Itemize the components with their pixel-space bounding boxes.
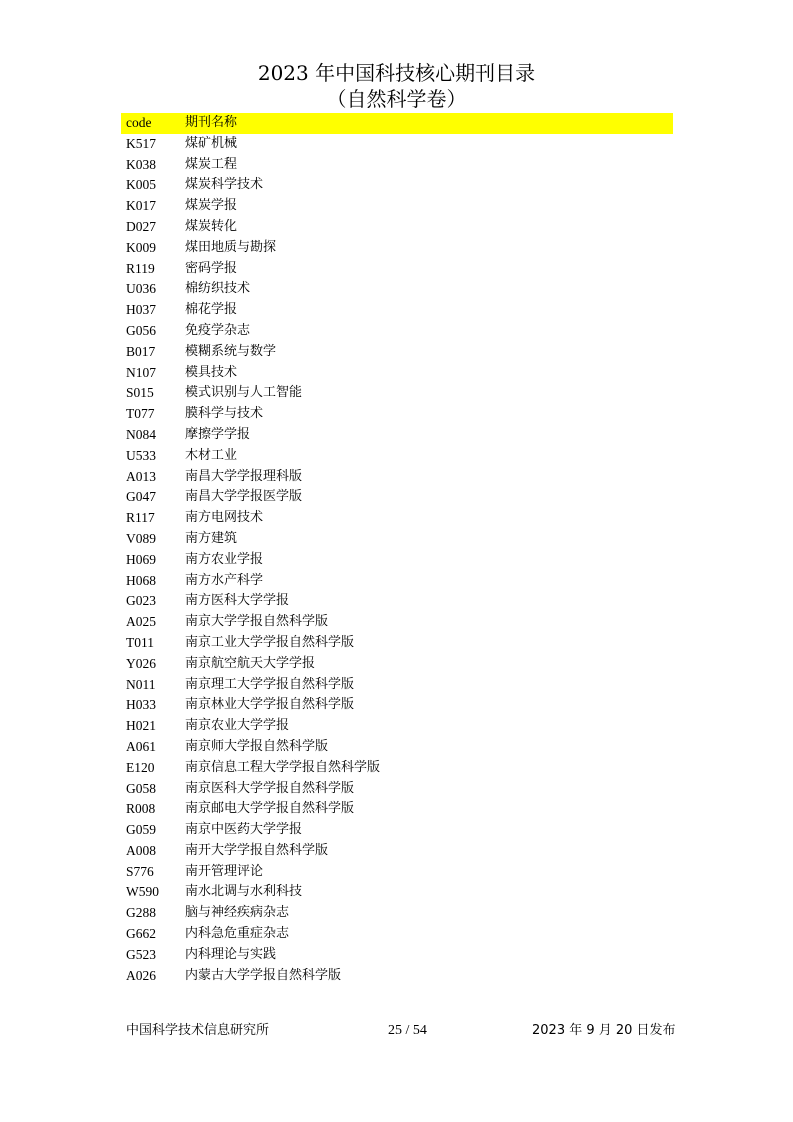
journal-name: 南京大学学报自然科学版 [185,614,329,630]
journal-code: H037 [126,302,156,318]
journal-name: 内科理论与实践 [185,946,277,962]
page-subtitle: （自然科学卷） [326,87,467,111]
journal-name: 棉纺织技术 [185,281,251,297]
table-row [121,321,673,342]
journal-code: A013 [126,468,156,484]
table-row [121,383,673,404]
journal-name: 摩擦学学报 [185,426,251,442]
table-header-row [121,113,673,134]
journal-code: A026 [126,967,156,983]
journal-code: G047 [126,489,156,505]
journal-name: 南京理工大学学报自然科学版 [185,676,355,692]
journal-code: W590 [126,884,159,900]
journal-code: G056 [126,322,156,338]
table-row [121,945,673,966]
journal-code: K005 [126,177,156,193]
table-row [121,508,673,529]
table-row [121,903,673,924]
journal-name: 煤炭学报 [185,198,238,214]
journal-name: 南昌大学学报医学版 [185,489,303,505]
table-row [121,799,673,820]
journal-code: T077 [126,406,155,422]
table-row [121,467,673,488]
journal-name: 南昌大学学报理科版 [185,468,303,484]
journal-code: G023 [126,593,156,609]
journal-code: H069 [126,551,156,567]
table-row [121,882,673,903]
table-row [121,633,673,654]
journal-code: S015 [126,385,154,401]
journal-name: 南开大学学报自然科学版 [185,842,329,858]
table-row [121,363,673,384]
journal-code: V089 [126,530,156,546]
journal-code: R117 [126,510,155,526]
journal-code: D027 [126,218,156,234]
table-row [121,862,673,883]
journal-name: 脑与神经疾病杂志 [185,905,290,921]
table-row [121,155,673,176]
journal-code: T011 [126,634,154,650]
journal-code: A025 [126,614,156,630]
journal-code: N011 [126,676,156,692]
table-row [121,279,673,300]
journal-name: 密码学报 [185,260,238,276]
page-title: 2023 年中国科技核心期刊目录 [257,61,536,85]
table-row [121,820,673,841]
table-row [121,425,673,446]
journal-name: 煤炭科学技术 [185,177,264,193]
table-row [121,716,673,737]
table-row [121,966,673,987]
journal-code: U036 [126,281,156,297]
journal-name: 南方建筑 [185,530,238,546]
table-row [121,259,673,280]
table-row [121,591,673,612]
journal-code: G059 [126,822,156,838]
journal-code: N107 [126,364,156,380]
journal-name: 煤炭工程 [185,156,238,172]
table-row [121,342,673,363]
table-row [121,487,673,508]
journal-name: 煤炭转化 [185,218,238,234]
journal-code: U533 [126,447,156,463]
journal-code: H021 [126,718,156,734]
journal-name: 南京工业大学学报自然科学版 [185,634,355,650]
journal-code: G662 [126,926,156,942]
table-row [121,571,673,592]
journal-code: Y026 [126,655,156,671]
table-row [121,217,673,238]
journal-name: 南方电网技术 [185,510,264,526]
journal-code: K017 [126,198,156,214]
journal-name: 模糊系统与数学 [185,343,277,359]
table-row [121,695,673,716]
journal-name: 内科急危重症杂志 [185,926,290,942]
journal-name: 免疫学杂志 [185,322,251,338]
journal-name: 煤田地质与勘探 [185,239,277,255]
footer-organization: 中国科学技术信息研究所 [126,1023,270,1038]
journal-code: R119 [126,260,155,276]
table-row [121,446,673,467]
table-row [121,758,673,779]
table-row [121,300,673,321]
journal-table [121,113,673,986]
table-row [121,841,673,862]
journal-code: A061 [126,738,156,754]
journal-name: 模式识别与人工智能 [185,385,303,401]
journal-name: 南京医科大学学报自然科学版 [185,780,355,796]
table-row [121,134,673,155]
journal-name: 南京林业大学学报自然科学版 [185,697,355,713]
journal-code: H033 [126,697,156,713]
journal-name: 南方水产科学 [185,572,264,588]
journal-name: 南京航空航天大学学报 [185,655,316,671]
table-row [121,550,673,571]
journal-name: 棉花学报 [185,302,238,318]
journal-name: 南京农业大学学报 [185,718,290,734]
column-header-code: code [126,115,152,130]
table-row [121,612,673,633]
journal-code: B017 [126,343,156,359]
publish-date: 2023 年 9 月 20 日发布 [532,1023,676,1038]
journal-name: 模具技术 [185,364,238,380]
journal-code: H068 [126,572,156,588]
journal-code: G523 [126,946,156,962]
table-row [121,404,673,425]
journal-code: G058 [126,780,156,796]
journal-name: 南方医科大学学报 [185,593,290,609]
table-row [121,196,673,217]
table-row [121,654,673,675]
table-row [121,238,673,259]
journal-name: 南方农业学报 [185,551,264,567]
journal-code: G288 [126,905,156,921]
journal-code: E120 [126,759,155,775]
journal-code: N084 [126,426,156,442]
table-row [121,675,673,696]
journal-code: K038 [126,156,156,172]
table-row [121,779,673,800]
journal-code: A008 [126,842,156,858]
table-row [121,737,673,758]
journal-name: 南京邮电大学学报自然科学版 [185,801,355,817]
column-header-name: 期刊名称 [185,115,238,130]
journal-name: 南京师大学报自然科学版 [185,738,329,754]
journal-name: 煤矿机械 [185,135,238,151]
journal-code: K517 [126,135,156,151]
table-row [121,924,673,945]
journal-name: 木材工业 [185,447,238,463]
page-number: 25 / 54 [388,1023,427,1038]
table-row [121,175,673,196]
journal-name: 内蒙古大学学报自然科学版 [185,967,342,983]
journal-name: 南京中医药大学学报 [185,822,303,838]
journal-code: R008 [126,801,156,817]
journal-name: 南开管理评论 [185,863,264,879]
journal-name: 膜科学与技术 [185,406,264,422]
journal-name: 南京信息工程大学学报自然科学版 [185,759,381,775]
journal-code: S776 [126,863,154,879]
table-row [121,529,673,550]
journal-code: K009 [126,239,156,255]
journal-name: 南水北调与水利科技 [185,884,303,900]
